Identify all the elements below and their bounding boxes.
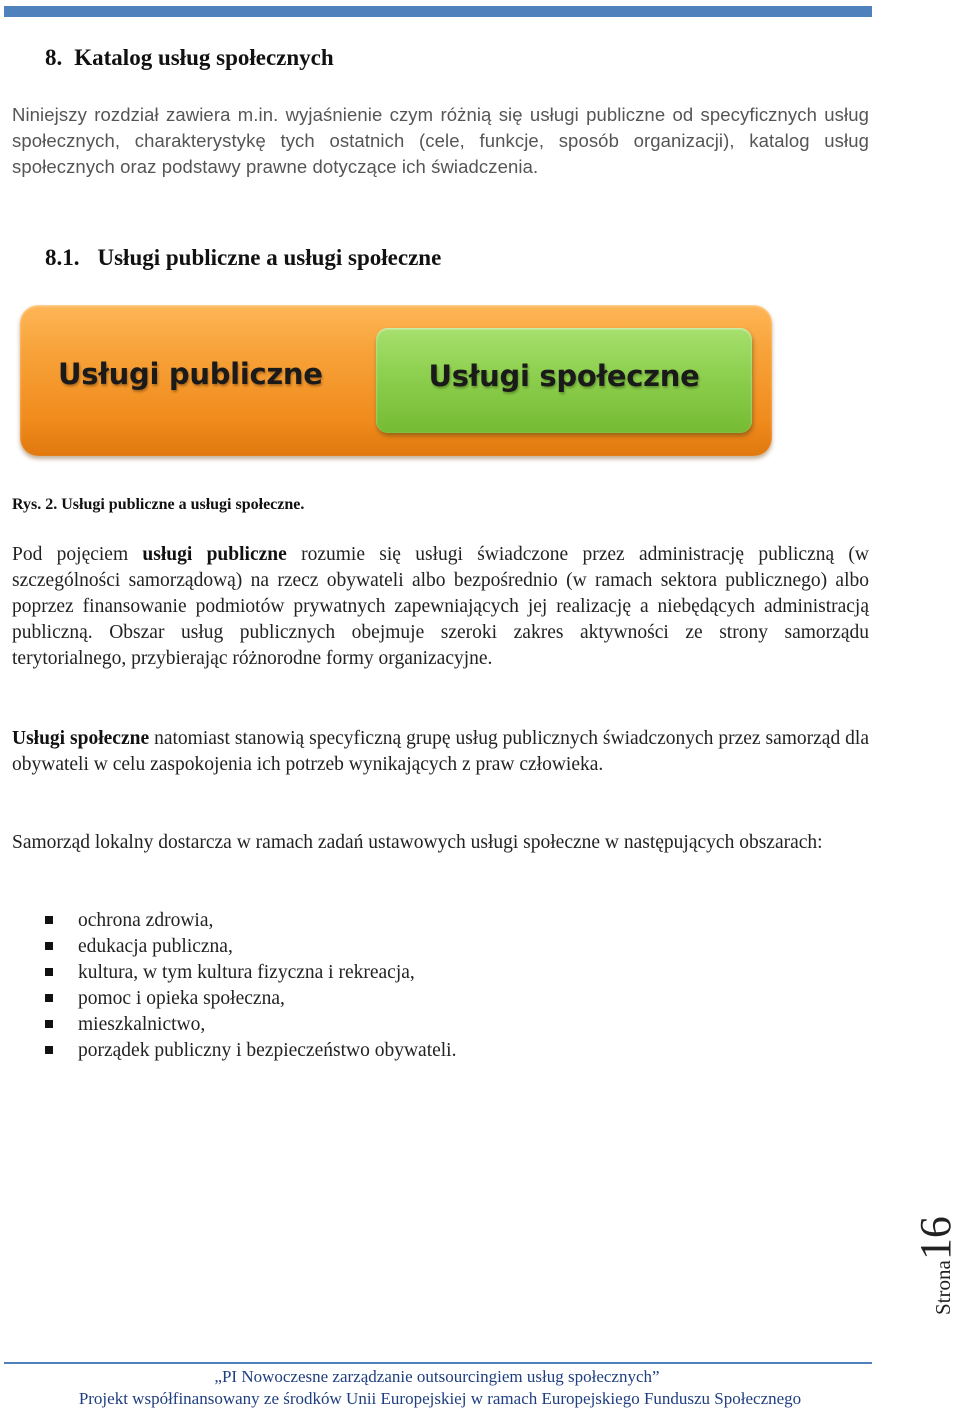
list-item: pomoc i opieka społeczna, [45, 986, 456, 1012]
public-services-label: Usługi publiczne [58, 357, 323, 391]
figure-caption: Rys. 2. Usługi publiczne a usługi społeczne. [12, 496, 305, 513]
p1-lead: Pod pojęciem [12, 544, 143, 565]
section-title: Usługi publiczne a usługi społeczne [97, 245, 442, 270]
footer-rule [4, 1362, 872, 1364]
social-services-label: Usługi społeczne [428, 359, 700, 393]
chapter-number: 8. [45, 45, 63, 70]
p2-term: Usługi społeczne [12, 728, 150, 749]
page-number-marker [910, 1195, 960, 1315]
page-label: Strona [931, 1260, 955, 1315]
section-number: 8.1. [45, 245, 80, 270]
p1-body: rozumie się usługi świadczone przez administrację publiczną (w szczególności samorządową) na rzecz obywateli albo bezpośrednio (w ramach sektora publicznego) albo poprzez finansowanie podmiotów prywatnych zapewniających jej realizację a niebędących administracją publiczną. Obszar usług publicznych obejmuje szeroki zakres aktywności ze strony samorządu terytorialnego, przybierając różnorodne formy organizacyjne. [12, 544, 869, 669]
areas-intro-paragraph: Samorząd lokalny dostarcza w ramach zadań ustawowych usługi społeczne w następujących obszarach: [12, 832, 823, 853]
list-item: porządek publiczny i bezpieczeństwo obywateli. [45, 1038, 456, 1064]
list-item: edukacja publiczna, [45, 934, 456, 960]
chapter-heading [45, 45, 334, 71]
list-item: mieszkalnictwo, [45, 1012, 456, 1038]
footer-funding-note: Projekt współfinansowany ze środków Unii Europejskiej w ramach Europejskiego Funduszu Społecznego [78, 1389, 802, 1408]
social-services-box [376, 328, 752, 433]
p1-term: usługi publiczne [142, 544, 287, 565]
list-item: kultura, w tym kultura fizyczna i rekreacja, [45, 960, 456, 986]
public-services-diagram [20, 305, 772, 456]
section-heading [45, 245, 441, 271]
public-services-paragraph [12, 542, 869, 672]
social-services-paragraph [12, 726, 869, 778]
service-areas-list [45, 908, 456, 1064]
header-rule [4, 6, 872, 17]
chapter-title: Katalog usług społecznych [74, 45, 334, 70]
intro-paragraph: Niniejszy rozdział zawiera m.in. wyjaśnienie czym różnią się usługi publiczne od specyficznych usług społecznych, charakterystykę tych ostatnich (cele, funkcje, sposób organizacji), katalog usług społecznych oraz podstawy prawne dotyczące ich świadczenia. [12, 104, 869, 177]
page-number: 16 [911, 1216, 960, 1261]
footer-project-title: „PI Nowoczesne zarządzanie outsourcingiem usług społecznych” [214, 1367, 660, 1386]
list-item: ochrona zdrowia, [45, 908, 456, 934]
p2-body: natomiast stanowią specyficzną grupę usług publicznych świadczonych przez samorząd dla obywateli w celu zaspokojenia ich potrzeb wynikających z praw człowieka. [12, 728, 869, 775]
